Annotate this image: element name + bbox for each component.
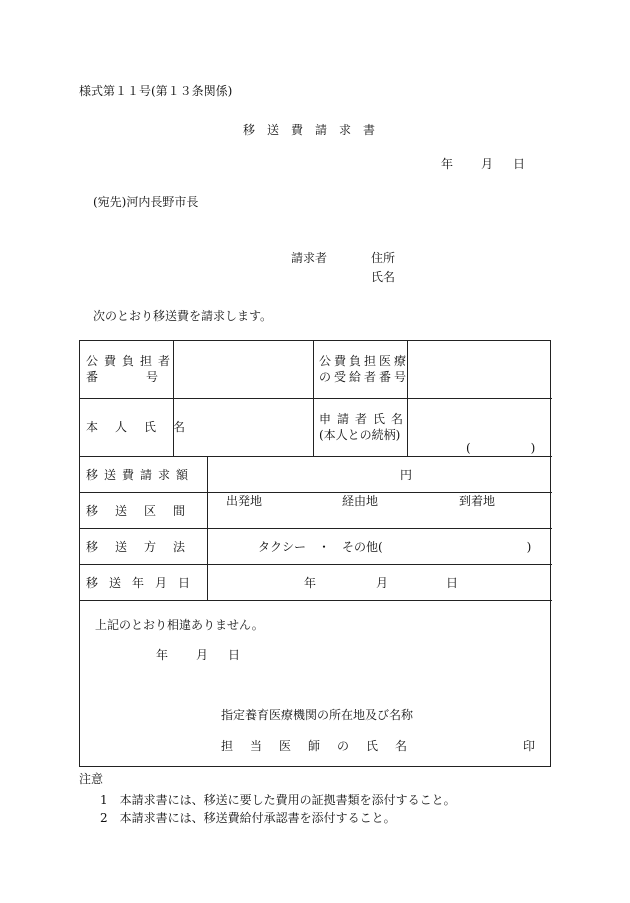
header-day: 日 bbox=[513, 157, 526, 171]
header-month: 月 bbox=[481, 157, 494, 171]
note-item: 1 本請求書には、移送に要した費用の証拠書類を添付すること。 bbox=[100, 793, 456, 807]
certification-statement: 上記のとおり相違ありません。 bbox=[95, 618, 264, 632]
recipient-number-label-1: 公費負担医療 bbox=[319, 354, 410, 368]
row-divider bbox=[80, 600, 552, 601]
intro-text: 次のとおり移送費を請求します。 bbox=[93, 309, 273, 323]
seal-mark: 印 bbox=[523, 739, 536, 753]
certification-year: 年 bbox=[156, 648, 169, 662]
method-value: タクシー ・ その他( ) bbox=[258, 540, 532, 554]
form-number: 様式第１１号(第１３条関係) bbox=[79, 84, 233, 98]
person-name-label: 本人氏名 bbox=[86, 420, 203, 434]
addressee: (宛先)河内長野市長 bbox=[93, 195, 199, 209]
recipient-number-label-2: の受給者番号 bbox=[319, 370, 410, 384]
applicant-name-label-1: 申請者氏名 bbox=[319, 412, 410, 426]
institution-label: 指定養育医療機関の所在地及び名称 bbox=[221, 708, 414, 722]
applicant-relation: ( ) bbox=[466, 441, 536, 455]
doctor-name-label: 担当医師の氏名 bbox=[221, 739, 425, 753]
claimant-address-label: 住所 bbox=[371, 251, 396, 265]
via-label: 経由地 bbox=[342, 494, 379, 508]
row-divider bbox=[80, 564, 552, 565]
transfer-date-label: 移送年月日 bbox=[86, 576, 202, 590]
payer-number-label-1: 公費負担者 bbox=[86, 354, 177, 368]
row-divider bbox=[80, 528, 552, 529]
header-year: 年 bbox=[441, 157, 454, 171]
row-divider bbox=[80, 456, 552, 457]
amount-unit: 円 bbox=[400, 468, 413, 482]
certification-day: 日 bbox=[228, 648, 241, 662]
arrival-label: 到着地 bbox=[459, 494, 496, 508]
col-divider bbox=[313, 341, 314, 456]
document-title: 移送費請求書 bbox=[242, 123, 387, 137]
note-item: 2 本請求書には、移送費給付承認書を添付すること。 bbox=[100, 811, 396, 825]
applicant-name-label-2: (本人との続柄) bbox=[319, 428, 401, 442]
row-divider bbox=[80, 398, 552, 399]
method-label: 移送方法 bbox=[86, 540, 203, 554]
transfer-date-day: 日 bbox=[446, 576, 459, 590]
row-divider bbox=[80, 492, 552, 493]
payer-number-label-2: 番 号 bbox=[86, 370, 159, 384]
amount-label: 移送費請求額 bbox=[86, 468, 195, 482]
col-divider bbox=[207, 456, 208, 600]
departure-label: 出発地 bbox=[226, 494, 263, 508]
transfer-date-year: 年 bbox=[304, 576, 317, 590]
certification-month: 月 bbox=[196, 648, 209, 662]
claim-form-table bbox=[79, 340, 551, 767]
claimant-name-label: 氏名 bbox=[371, 270, 396, 284]
notes-title: 注意 bbox=[79, 772, 104, 786]
section-label: 移送区間 bbox=[86, 504, 203, 518]
claimant-label: 請求者 bbox=[291, 251, 328, 265]
transfer-date-month: 月 bbox=[376, 576, 389, 590]
